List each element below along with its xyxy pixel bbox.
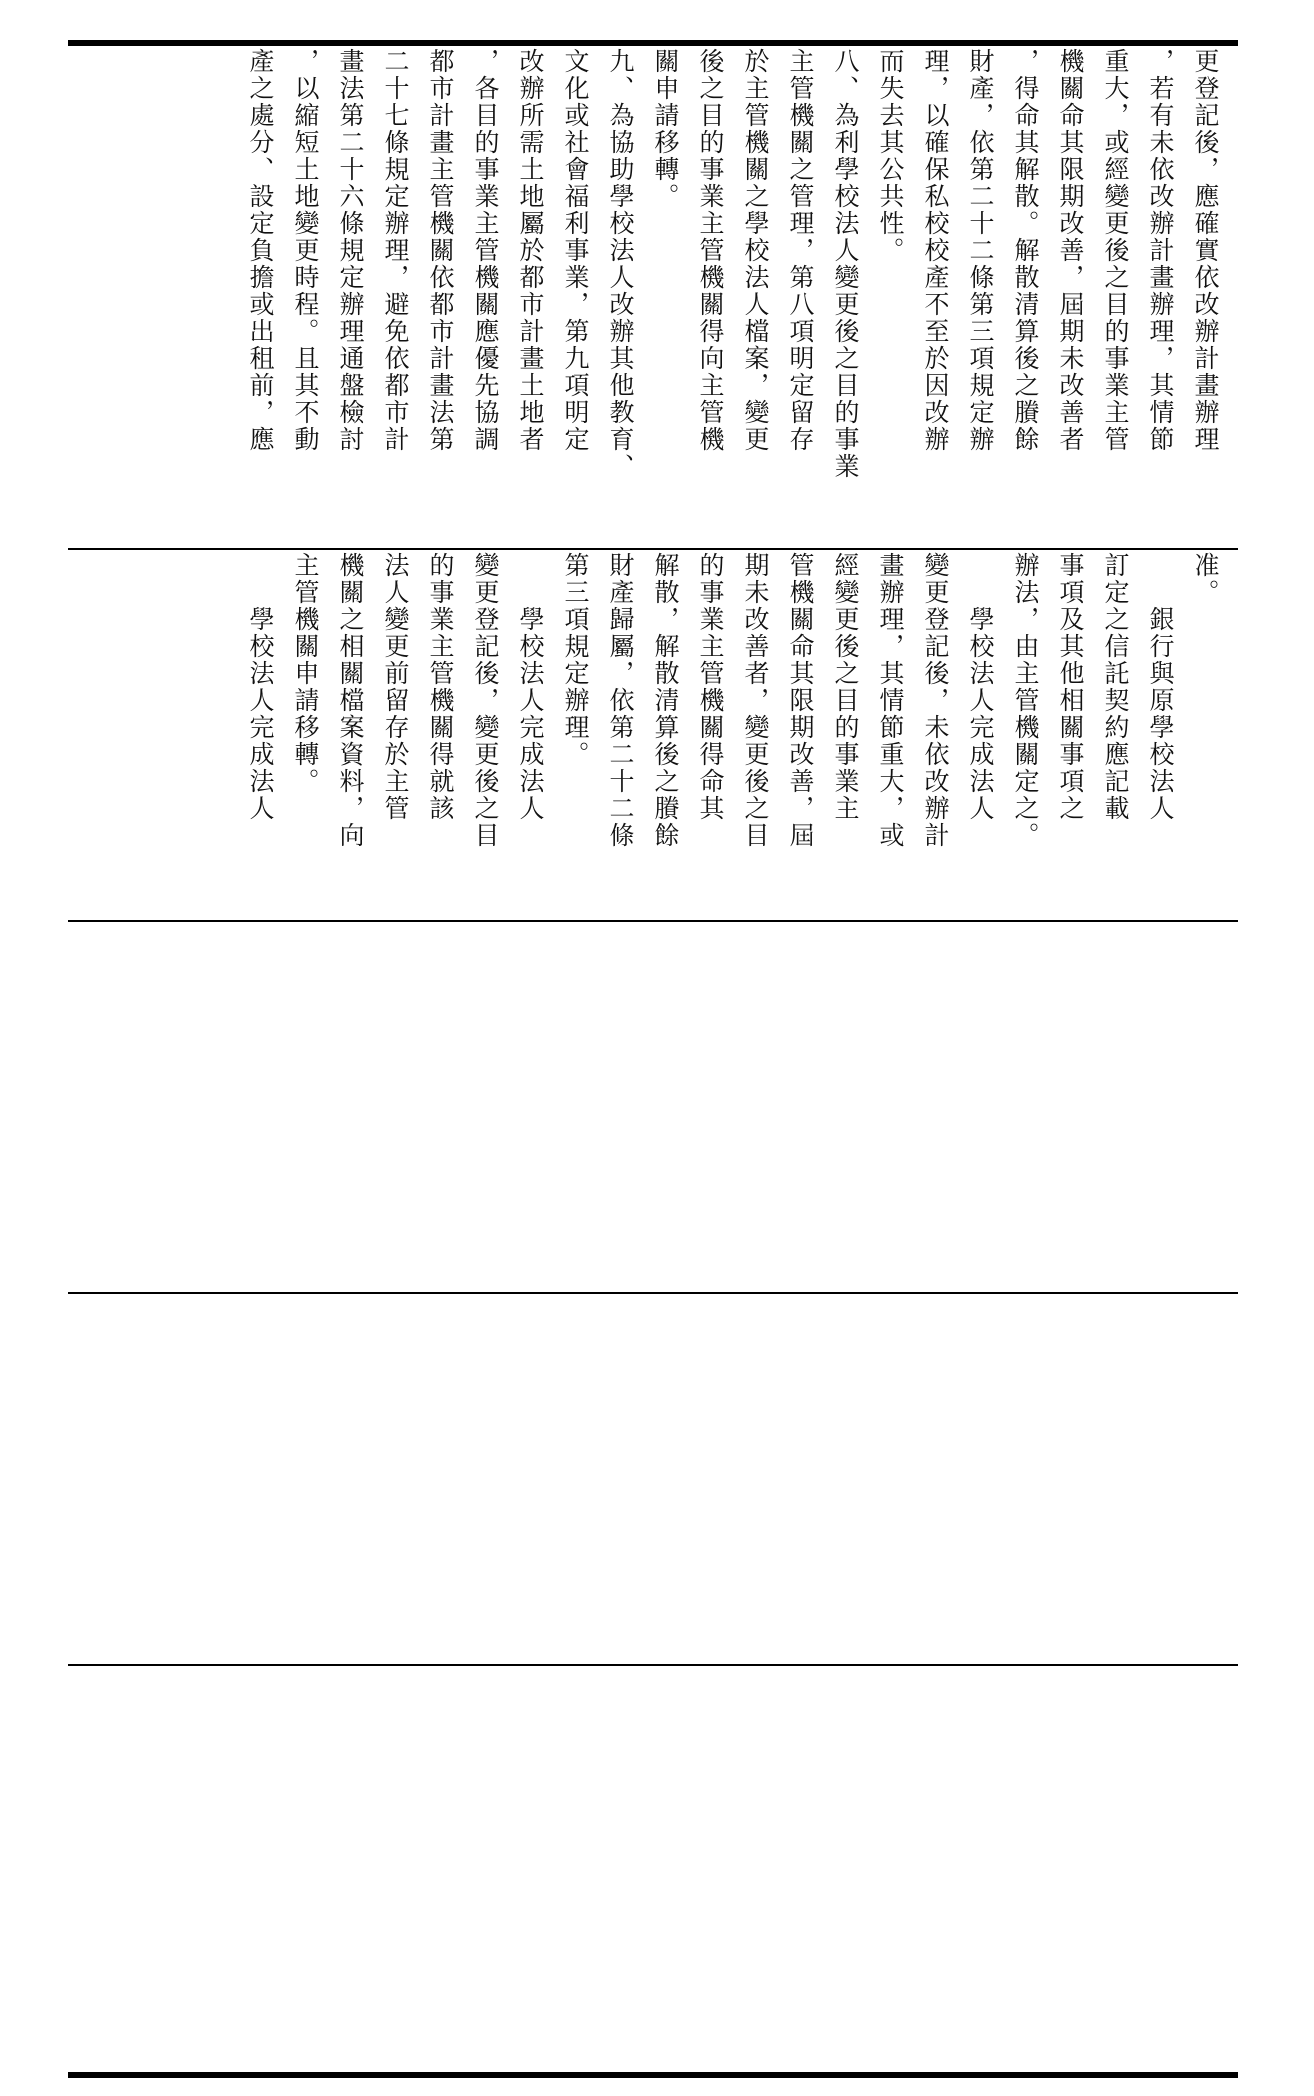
article-line: 准。 <box>1191 552 1220 606</box>
article-line: 訂定之信託契約應記載 <box>1101 552 1130 822</box>
row-divider-1 <box>68 548 1238 550</box>
article-line: 畫辦理，其情節重大，或 <box>876 552 905 849</box>
explanation-line: ，各目的事業主管機關應優先協調 <box>471 48 500 453</box>
article-line: 第三項規定辦理。 <box>561 552 590 768</box>
explanation-cell <box>68 48 1238 540</box>
article-line: 主管機關申請移轉。 <box>291 552 320 795</box>
explanation-line: 文化或社會福利事業，第九項明定 <box>561 48 590 453</box>
explanation-line: 八、為利學校法人變更後之目的事業 <box>831 48 860 480</box>
empty-cell-3 <box>68 1668 1238 2070</box>
explanation-line: ，若有未依改辦計畫辦理，其情節 <box>1146 48 1175 453</box>
article-line: 機關之相關檔案資料，向 <box>336 552 365 849</box>
article-line: 期未改善者，變更後之目 <box>741 552 770 849</box>
explanation-line: ，以縮短土地變更時程。且其不動 <box>291 48 320 453</box>
explanation-line: 更登記後，應確實依改辦計畫辦理 <box>1191 48 1220 453</box>
explanation-line: 改辦所需土地屬於都市計畫土地者 <box>516 48 545 453</box>
empty-cell-2 <box>68 1296 1238 1660</box>
explanation-line: 機關命其限期改善，屆期未改善者 <box>1056 48 1085 453</box>
article-line: 銀行與原學校法人 <box>1146 552 1175 822</box>
explanation-line: 財產，依第二十二條第三項規定辦 <box>966 48 995 453</box>
article-line: 辦法，由主管機關定之。 <box>1011 552 1040 849</box>
article-line: 變更登記後，變更後之目 <box>471 552 500 849</box>
article-line: 學校法人完成法人 <box>246 552 275 822</box>
row-divider-3 <box>68 1292 1238 1294</box>
row-divider-2 <box>68 920 1238 922</box>
article-line: 財產歸屬，依第二十二條 <box>606 552 635 849</box>
article-line: 的事業主管機關得就該 <box>426 552 455 822</box>
explanation-line: 關申請移轉。 <box>651 48 680 210</box>
article-line: 法人變更前留存於主管 <box>381 552 410 822</box>
explanation-line: 後之目的事業主管機關得向主管機 <box>696 48 725 453</box>
explanation-line: ，得命其解散。解散清算後之賸餘 <box>1011 48 1040 453</box>
explanation-line: 而失去其公共性。 <box>876 48 905 264</box>
article-text-cell <box>68 552 1238 916</box>
explanation-line: 九、為協助學校法人改辦其他教育、 <box>606 48 635 480</box>
article-line: 學校法人完成法人 <box>516 552 545 822</box>
row-divider-4 <box>68 1664 1238 1666</box>
article-line: 管機關命其限期改善，屆 <box>786 552 815 849</box>
table-bottom-border <box>68 2072 1238 2078</box>
article-text <box>68 552 1238 916</box>
explanation-line: 重大，或經變更後之目的事業主管 <box>1101 48 1130 453</box>
article-line: 變更登記後，未依改辦計 <box>921 552 950 849</box>
explanation-line: 於主管機關之學校法人檔案，變更 <box>741 48 770 453</box>
explanation-line: 二十七條規定辦理，避免依都市計 <box>381 48 410 453</box>
article-line: 解散，解散清算後之賸餘 <box>651 552 680 849</box>
article-line: 的事業主管機關得命其 <box>696 552 725 822</box>
explanation-line: 理，以確保私校校產不至於因改辦 <box>921 48 950 453</box>
article-line: 學校法人完成法人 <box>966 552 995 822</box>
explanation-text <box>68 48 1238 540</box>
explanation-line: 畫法第二十六條規定辦理通盤檢討 <box>336 48 365 453</box>
explanation-line: 主管機關之管理，第八項明定留存 <box>786 48 815 453</box>
explanation-line: 都市計畫主管機關依都市計畫法第 <box>426 48 455 453</box>
empty-cell-1 <box>68 924 1238 1288</box>
article-line: 經變更後之目的事業主 <box>831 552 860 822</box>
article-line: 事項及其他相關事項之 <box>1056 552 1085 822</box>
explanation-line: 產之處分、設定負擔或出租前，應 <box>246 48 275 453</box>
table-top-border <box>68 40 1238 46</box>
